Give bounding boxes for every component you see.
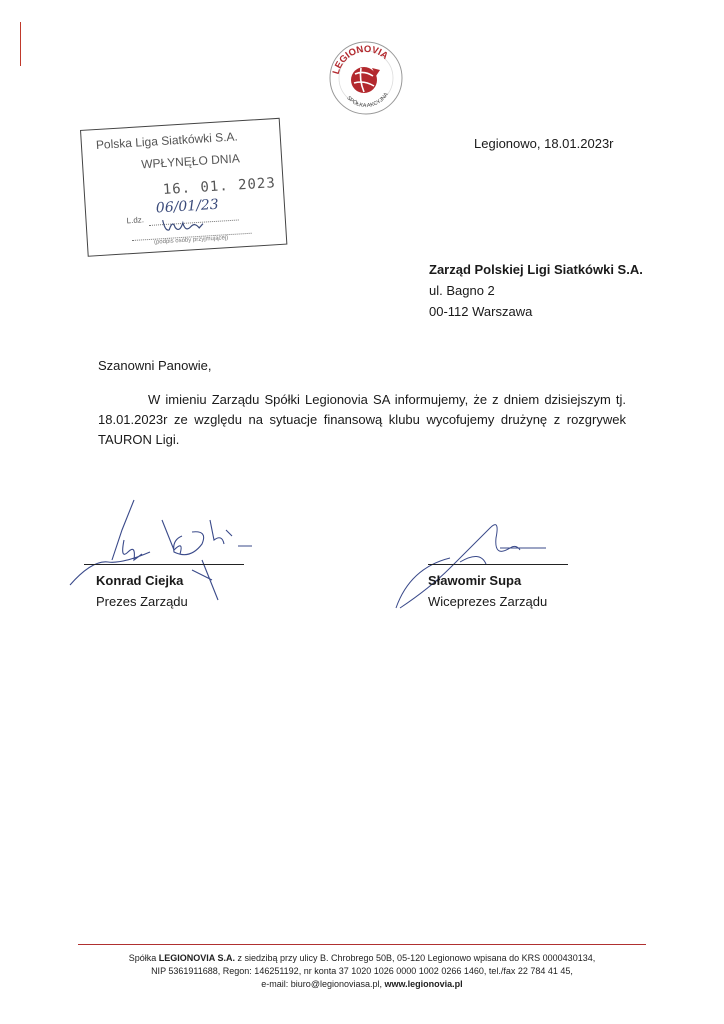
stamp-ldz-label: L.dz. [126, 215, 145, 226]
footer-website[interactable]: www.legionovia.pl [384, 979, 463, 989]
stamp-signature-caption: (podpis osoby przyjmującej) [153, 235, 229, 246]
margin-mark [20, 22, 21, 66]
recipient-name: Zarząd Polskiej Ligi Siatkówki S.A. [429, 262, 643, 277]
letter-body: W imieniu Zarządu Spółki Legionovia SA informujemy, że z dniem dzisiejszym tj. 18.01.2023r ze względu na sytuacje finansową klubu wycofujemy drużynę z rozgrywek TAURON Ligi. [98, 392, 626, 447]
footer-l1-post: z siedzibą przy ulicy B. Chrobrego 50B, 05-120 Legionowo wpisana do KRS 0000430134, [234, 953, 596, 963]
volleyball-head-icon [328, 40, 404, 116]
footer-line-1 [60, 952, 664, 965]
signer-2-title: Wiceprezes Zarządu [428, 594, 548, 609]
signer-2 [428, 570, 547, 612]
footer-line-3 [60, 978, 664, 991]
signer-1 [96, 570, 188, 612]
svg-text:LEGIONOVIA: LEGIONOVIA [330, 43, 390, 76]
svg-text:SPÓŁKA AKCYJNA: SPÓŁKA AKCYJNA [345, 91, 390, 110]
footer-line-2: NIP 5361911688, Regon: 146251192, nr konta 37 1020 1026 0000 1002 0266 1460, tel./fax 22 784 41 45, [151, 966, 573, 976]
stamp-received-label: WPŁYNĘŁO DNIA [140, 151, 241, 172]
recipient-address [429, 259, 643, 322]
recipient-street: ul. Bagno 2 [429, 283, 495, 298]
stamp-org: Polska Liga Siatkówki S.A. [95, 129, 239, 153]
signer-2-name: Sławomir Supa [428, 573, 522, 588]
greeting: Szanowni Panowie, [98, 358, 212, 373]
footer-l1-pre: Spółka [128, 953, 159, 963]
signer-1-name: Konrad Ciejka [96, 573, 184, 588]
place-date: Legionowo, 18.01.2023r [474, 136, 614, 151]
signature-rule-1 [84, 564, 244, 565]
footer-email: e-mail: biuro@legionoviasa.pl, [261, 979, 385, 989]
signature-rule-2 [428, 564, 568, 565]
footer-company: LEGIONOVIA S.A. [158, 953, 235, 963]
footer [60, 952, 664, 991]
stamp-ldz-value: 06/01/23 [155, 196, 220, 217]
signer-1-title: Prezes Zarządu [96, 594, 188, 609]
incoming-stamp [80, 118, 287, 257]
recipient-city: 00-112 Warszawa [429, 304, 533, 319]
legionovia-logo [328, 40, 404, 116]
footer-divider [78, 944, 646, 945]
stamp-date: 16. 01. 2023 [162, 175, 277, 199]
